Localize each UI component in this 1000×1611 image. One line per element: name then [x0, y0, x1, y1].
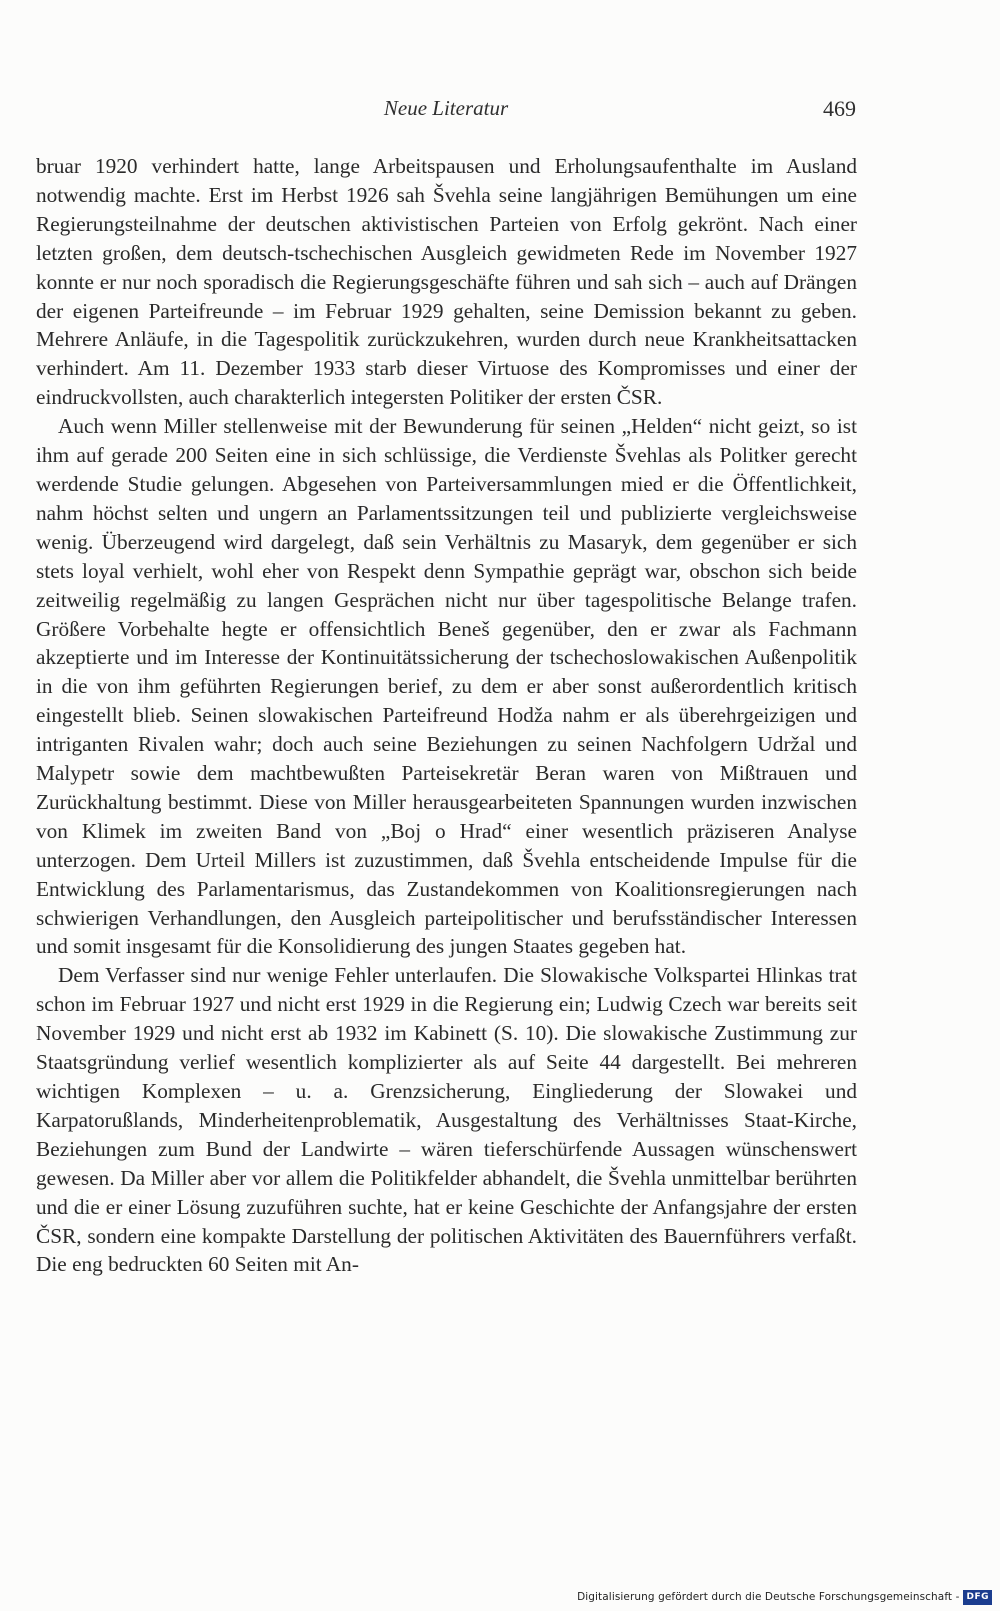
running-title: Neue Literatur [383, 96, 509, 120]
digitization-note: Digitalisierung gefördert durch die Deutsche Forschungsgemeinschaft - [577, 1591, 960, 1603]
page-header [36, 96, 856, 126]
paragraph-2: Auch wenn Miller stellenweise mit der Bewunderung für seinen „Helden“ nicht geizt, so ist ihm auf gerade 200 Seiten eine in sich schlüssige, die Verdienste Švehlas als Politker gerecht werdende Studie gelungen. Abgesehen von Parteiversammlungen mied er die Öffentlichkeit, nahm höchst selten und ungern an Parlamentssitzungen teil und publizierte vergleichsweise wenig. Überzeugend wird dargelegt, daß sein Verhältnis zu Masaryk, dem gegenüber er sich stets loyal verhielt, wohl eher von Respekt denn Sympathie geprägt war, obschon sich beide zeitweilig regelmäßig zu langen Gesprächen nicht nur über tagespolitische Belange trafen. Größere Vorbehalte hegte er offensichtlich Beneš gegenüber, den er zwar als Fachmann akzeptierte und im Interesse der Kontinuitätssicherung der tschechoslowakischen Außenpolitik in die von ihm geführten Regierungen berief, zu dem er aber sonst außerordentlich kritisch eingestellt blieb. Seinen slowakischen Parteifreund Hodža nahm er als überehrgeizigen und intriganten Rivalen wahr; doch auch seine Beziehungen zu seinen Nachfolgern Udržal und Malypetr sowie dem machtbewußten Parteisekretär Beran waren von Mißtrauen und Zurückhaltung bestimmt. Diese von Miller herausgearbeiteten Spannungen wurden inzwischen von Klimek im zweiten Band von „Boj o Hrad“ einer wesentlich präziseren Analyse unterzogen. Dem Urteil Millers ist zuzustimmen, daß Švehla entscheidende Impulse für die Entwicklung des Parlamentarismus, das Zustandekommen von Koalitionsregierungen nach schwierigen Verhandlungen, den Ausgleich parteipolitischer und berufsständischer Interessen und somit insgesamt für die Konsolidierung des jungen Staates gegeben hat. [36, 414, 857, 959]
paragraph-3: Dem Verfasser sind nur wenige Fehler unterlaufen. Die Slowakische Volkspartei Hlinkas trat schon im Februar 1927 und nicht erst 1929 in die Regierung ein; Ludwig Czech war bereits seit November 1929 und nicht erst ab 1932 im Kabinett (S. 10). Die slowakische Zustimmung zur Staatsgründung verlief wesentlich komplizierter als auf Seite 44 dargestellt. Bei mehreren wichtigen Komplexen – u. a. Grenzsicherung, Eingliederung der Slowakei und Karpatorußlands, Minderheitenproblematik, Ausgestaltung des Verhältnisses Staat-Kirche, Beziehungen zum Bund der Landwirte – wären tieferschürfende Aussagen wünschenswert gewesen. Da Miller aber vor allem die Politikfelder abhandelt, die Švehla unmittelbar berührten und die er einer Lösung zuzuführen suchte, hat er keine Geschichte der Anfangsjahre der ersten ČSR, sondern eine kompakte Darstellung der politischen Aktivitäten des Bauernführers verfaßt. Die eng bedruckten 60 Seiten mit An- [36, 963, 857, 1277]
paragraph-1: bruar 1920 verhindert hatte, lange Arbeitspausen und Erholungsaufenthalte im Ausland notwendig machte. Erst im Herbst 1926 sah Švehla seine langjährigen Bemühungen um eine Regierungsteilnahme der deutschen aktivistischen Parteien von Erfolg gekrönt. Nach einer letzten großen, dem deutsch-tschechischen Ausgleich gewidmeten Rede im November 1927 konnte er nur noch sporadisch die Regierungsgeschäfte führen und sah sich – auch auf Drängen der eigenen Parteifreunde – im Februar 1929 gehalten, seine Demission bekannt zu geben. Mehrere Anläufe, in die Tagespolitik zurückzukehren, wurden durch neue Krankheitsattacken verhindert. Am 11. Dezember 1933 starb dieser Virtuose des Kompromisses und einer der eindruckvollsten, auch charakterlich integersten Politiker der ersten ČSR. [36, 154, 857, 410]
page-number: 469 [823, 96, 856, 121]
digitization-footer [577, 1589, 992, 1605]
dfg-logo-icon: DFG [963, 1590, 992, 1605]
body-text [36, 152, 857, 1279]
